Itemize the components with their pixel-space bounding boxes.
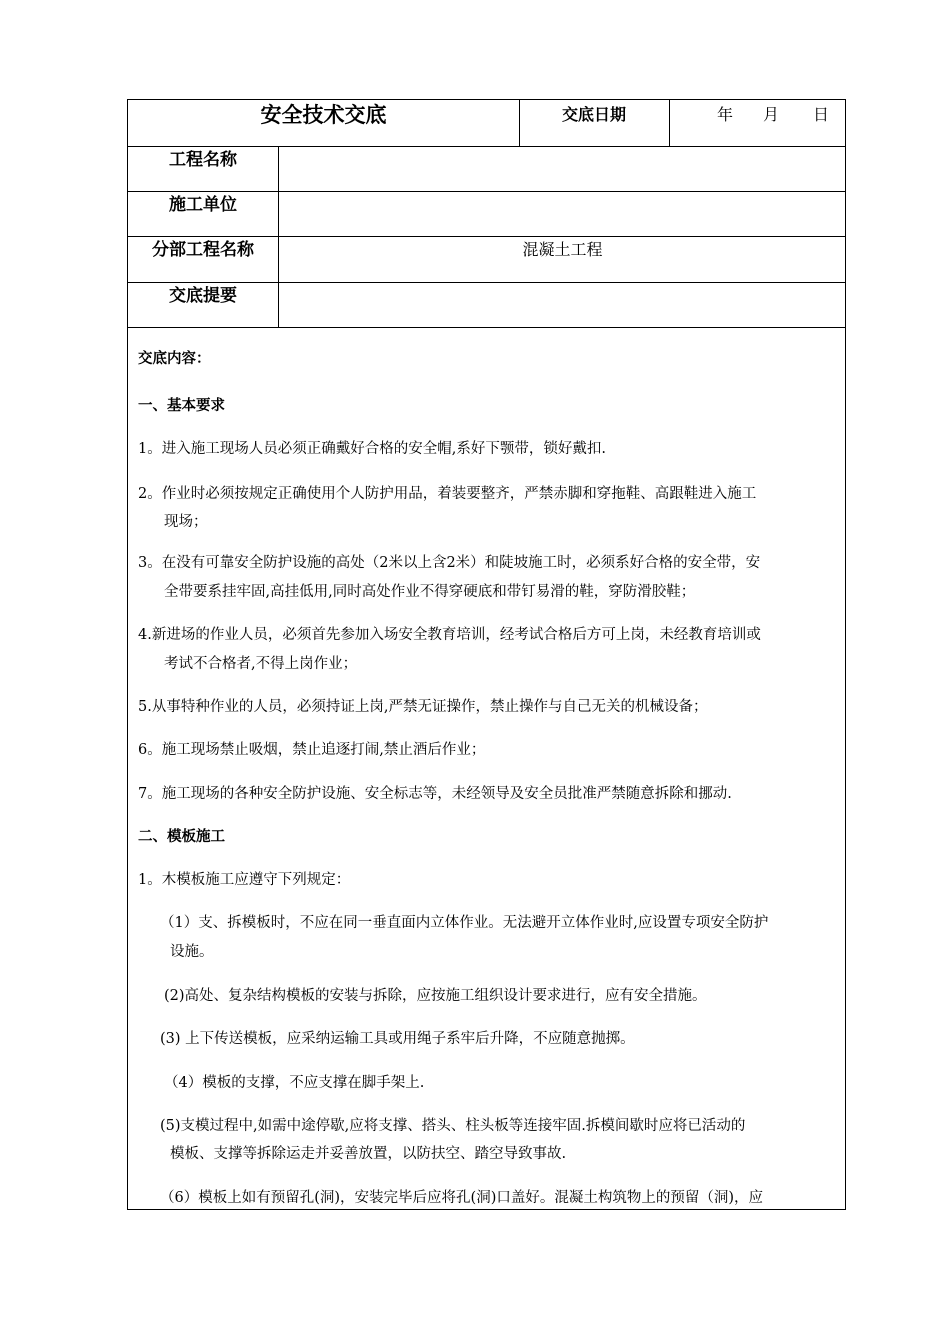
form-title: 安全技术交底 <box>260 103 387 127</box>
list-item: 6。施工现场禁止吸烟，禁止追逐打闹,禁止酒后作业； <box>138 742 486 758</box>
list-item: (2)高处、复杂结构模板的安装与拆除，应按施工组织设计要求进行，应有安全措施。 <box>164 988 707 1004</box>
list-item: 2。作业时必须按规定正确使用个人防护用品，着装要整齐，严禁赤脚和穿拖鞋、高跟鞋进入施工 <box>138 486 757 502</box>
list-item: 5.从事特种作业的人员，必须持证上岗,严禁无证操作，禁止操作与自己无关的机械设备； <box>138 699 708 715</box>
list-item: 1。进入施工现场人员必须正确戴好合格的安全帽,系好下颚带，锁好戴扣. <box>138 441 606 457</box>
list-item: （6）模板上如有预留孔(洞)，安装完毕后应将孔(洞)口盖好。混凝土构筑物上的预留（洞)，应 <box>160 1190 764 1206</box>
safety-briefing-form <box>127 99 846 1210</box>
list-item: （1）支、拆模板时，不应在同一垂直面内立体作业。无法避开立体作业时,应设置专项安全防护 <box>160 915 769 931</box>
date-label: 交底日期 <box>561 105 626 124</box>
list-item-cont: 现场； <box>164 514 208 530</box>
col-divider <box>669 100 670 146</box>
list-item-cont: 模板、支撑等拆除运走并妥善放置，以防扶空、踏空导致事故. <box>170 1146 567 1162</box>
date-day: 日 <box>813 105 830 124</box>
list-item: (5)支模过程中,如需中途停歇,应将支撑、搭头、柱头板等连接牢固.拆模间歇时应将已活动的 <box>160 1118 746 1134</box>
list-item: 7。施工现场的各种安全防护设施、安全标志等，未经领导及安全员批准严禁随意拆除和挪动. <box>138 786 732 802</box>
list-item: 4.新进场的作业人员，必须首先参加入场安全教育培训，经考试合格后方可上岗，未经教育培训或 <box>138 627 761 643</box>
sub-project-value[interactable]: 混凝土工程 <box>522 240 603 259</box>
list-item-cont: 考试不合格者,不得上岗作业； <box>164 656 358 672</box>
sub-project-label: 分部工程名称 <box>152 240 254 260</box>
list-item: （4）模板的支撑，不应支撑在脚手架上. <box>164 1075 425 1091</box>
construction-unit-label: 施工单位 <box>169 195 237 215</box>
date-month: 月 <box>763 105 780 124</box>
section-title: 一、基本要求 <box>138 398 225 414</box>
list-item: 3。在没有可靠安全防护设施的高处（2米以上含2米）和陡坡施工时，必须系好合格的安全带，安 <box>138 555 761 571</box>
list-item-cont: 设施。 <box>170 944 214 960</box>
list-item-cont: 全带要系挂牢固,高挂低用,同时高处作业不得穿硬底和带钉易滑的鞋，穿防滑胶鞋； <box>164 584 696 600</box>
list-item: 1。木模板施工应遵守下列规定： <box>138 872 351 888</box>
row-divider <box>128 327 845 328</box>
section-title: 二、模板施工 <box>138 829 225 845</box>
date-year: 年 <box>717 105 734 124</box>
list-item: (3) 上下传送模板，应采纳运输工具或用绳子系牢后升降，不应随意抛掷。 <box>160 1031 635 1047</box>
content-intro: 交底内容： <box>138 351 211 367</box>
project-name-label: 工程名称 <box>169 150 237 170</box>
briefing-summary-label: 交底提要 <box>169 286 237 306</box>
